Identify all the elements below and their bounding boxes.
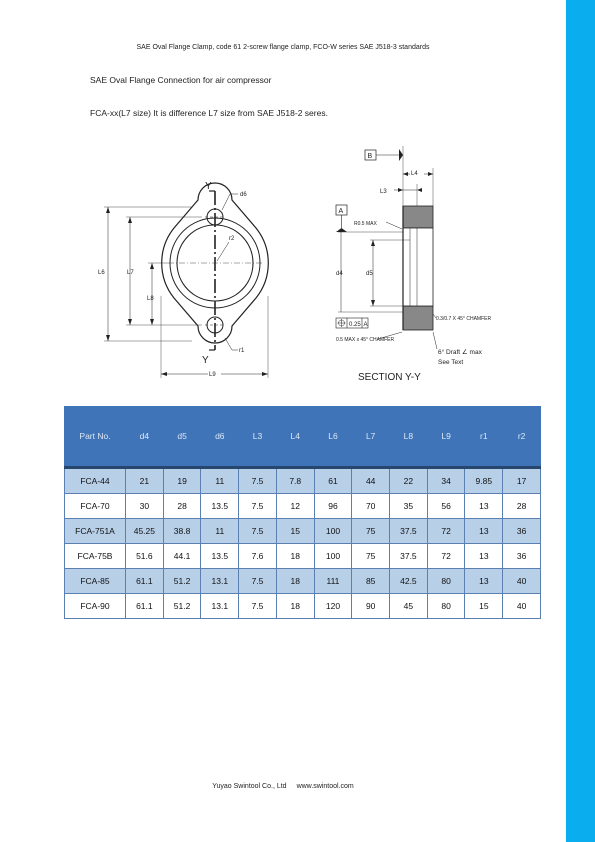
- column-header: d6: [201, 406, 239, 468]
- dim-L8: L8: [147, 296, 154, 302]
- table-cell: 7.5: [239, 594, 277, 619]
- table-cell: 17: [503, 468, 541, 494]
- table-cell: 38.8: [163, 519, 201, 544]
- table-cell: 18: [276, 569, 314, 594]
- table-cell: FCA-751A: [65, 519, 126, 544]
- footer-website-link[interactable]: www.swintool.com: [296, 783, 354, 790]
- table-cell: 51.2: [163, 569, 201, 594]
- table-cell: 40: [503, 594, 541, 619]
- table-cell: 7.5: [239, 494, 277, 519]
- note-draft: 6° Draft ∠ max: [438, 349, 482, 356]
- table-cell: 7.5: [239, 468, 277, 494]
- table-cell: 111: [314, 569, 352, 594]
- table-cell: FCA-44: [65, 468, 126, 494]
- tolerance-value: 0.25: [349, 322, 361, 328]
- table-cell: 7.8: [276, 468, 314, 494]
- column-header: Part No.: [65, 406, 126, 468]
- table-cell: 45: [390, 594, 428, 619]
- column-header: L8: [390, 406, 428, 468]
- table-cell: 75: [352, 519, 390, 544]
- side-accent-bar: [566, 0, 595, 842]
- table-row: [65, 544, 541, 569]
- table-cell: 90: [352, 594, 390, 619]
- table-cell: 61.1: [126, 569, 164, 594]
- column-header: r2: [503, 406, 541, 468]
- table-row: [65, 494, 541, 519]
- flange-technical-drawing: [98, 146, 508, 386]
- section-subtitle: SAE Oval Flange Connection for air compressor: [90, 75, 272, 85]
- dim-r2: r2: [229, 236, 235, 242]
- table-cell: 13.1: [201, 569, 239, 594]
- axis-label-bottom: Y: [202, 355, 209, 366]
- table-cell: 100: [314, 519, 352, 544]
- table-cell: 19: [163, 468, 201, 494]
- dim-d5: d5: [366, 271, 373, 277]
- table-cell: 13: [465, 494, 503, 519]
- table-cell: 22: [390, 468, 428, 494]
- table-cell: 61.1: [126, 594, 164, 619]
- table-cell: 13: [465, 544, 503, 569]
- table-cell: 80: [427, 594, 465, 619]
- table-cell: 36: [503, 519, 541, 544]
- table-cell: 96: [314, 494, 352, 519]
- table-cell: 42.5: [390, 569, 428, 594]
- table-cell: 37.5: [390, 519, 428, 544]
- dim-d4: d4: [336, 271, 343, 277]
- dim-d6: d6: [240, 192, 247, 198]
- page-footer: [0, 783, 566, 790]
- table-cell: 80: [427, 569, 465, 594]
- table-row: [65, 468, 541, 494]
- section-body: [403, 206, 433, 330]
- table-cell: 11: [201, 519, 239, 544]
- datum-b-label: B: [367, 153, 373, 160]
- table-header-row: [65, 406, 541, 468]
- table-cell: 12: [276, 494, 314, 519]
- column-header: L6: [314, 406, 352, 468]
- table-cell: 34: [427, 468, 465, 494]
- table-cell: 45.25: [126, 519, 164, 544]
- dim-L7: L7: [127, 270, 134, 276]
- table-cell: 13: [465, 519, 503, 544]
- dim-L3: L3: [380, 189, 387, 195]
- table-cell: 28: [163, 494, 201, 519]
- table-cell: 15: [276, 519, 314, 544]
- table-cell: 15: [465, 594, 503, 619]
- table-cell: 56: [427, 494, 465, 519]
- dim-L9: L9: [209, 372, 216, 378]
- table-cell: 120: [314, 594, 352, 619]
- table-cell: 72: [427, 519, 465, 544]
- note-see-text: See Text: [438, 359, 464, 366]
- table-cell: 30: [126, 494, 164, 519]
- axis-label-top: Y: [205, 181, 212, 192]
- note-r-max: R0.5 MAX: [354, 221, 377, 227]
- flange-front-view: [98, 181, 268, 378]
- table-cell: 11: [201, 468, 239, 494]
- table-cell: 13: [465, 569, 503, 594]
- table-cell: 36: [503, 544, 541, 569]
- note-chamfer-right: 0.3/0.7 X 45° CHAMFER: [436, 316, 492, 322]
- flange-spec-table: [64, 406, 541, 619]
- column-header: d5: [163, 406, 201, 468]
- table-cell: 9.85: [465, 468, 503, 494]
- column-header: L4: [276, 406, 314, 468]
- table-cell: 40: [503, 569, 541, 594]
- table-cell: 85: [352, 569, 390, 594]
- dim-r1: r1: [239, 348, 245, 354]
- table-cell: 7.6: [239, 544, 277, 569]
- note-chamfer-left: 0.5 MAX x 45° CHAMFER: [336, 337, 395, 343]
- table-cell: FCA-70: [65, 494, 126, 519]
- table-cell: 7.5: [239, 569, 277, 594]
- table-cell: 44.1: [163, 544, 201, 569]
- dim-L4: L4: [411, 171, 418, 177]
- table-cell: 35: [390, 494, 428, 519]
- column-header: d4: [126, 406, 164, 468]
- table-cell: 13.5: [201, 544, 239, 569]
- section-label: SECTION Y-Y: [358, 372, 421, 383]
- table-cell: 44: [352, 468, 390, 494]
- table-cell: FCA-75B: [65, 544, 126, 569]
- table-cell: 70: [352, 494, 390, 519]
- table-cell: 100: [314, 544, 352, 569]
- tolerance-datum: A: [363, 322, 368, 328]
- table-cell: 18: [276, 544, 314, 569]
- table-cell: 75: [352, 544, 390, 569]
- footer-company: Yuyao Swintool Co., Ltd: [212, 783, 287, 790]
- table-cell: 61: [314, 468, 352, 494]
- table-cell: 13.5: [201, 494, 239, 519]
- table-row: [65, 569, 541, 594]
- table-cell: 21: [126, 468, 164, 494]
- table-row: [65, 594, 541, 619]
- column-header: r1: [465, 406, 503, 468]
- page-header-title: SAE Oval Flange Clamp, code 61 2-screw flange clamp, FCO-W series SAE J518-3 standards: [136, 44, 430, 51]
- section-view: [336, 146, 491, 383]
- datum-a-label: A: [338, 208, 344, 215]
- table-row: [65, 519, 541, 544]
- table-cell: 37.5: [390, 544, 428, 569]
- table-cell: 18: [276, 594, 314, 619]
- dim-L6: L6: [98, 270, 105, 276]
- table-cell: 7.5: [239, 519, 277, 544]
- table-cell: FCA-85: [65, 569, 126, 594]
- column-header: L9: [427, 406, 465, 468]
- table-cell: FCA-90: [65, 594, 126, 619]
- column-header: L7: [352, 406, 390, 468]
- table-cell: 72: [427, 544, 465, 569]
- column-header: L3: [239, 406, 277, 468]
- table-cell: 51.2: [163, 594, 201, 619]
- table-cell: 51.6: [126, 544, 164, 569]
- table-cell: 28: [503, 494, 541, 519]
- size-note: FCA-xx(L7 size) It is difference L7 size from SAE J518-2 seres.: [90, 108, 328, 118]
- table-cell: 13.1: [201, 594, 239, 619]
